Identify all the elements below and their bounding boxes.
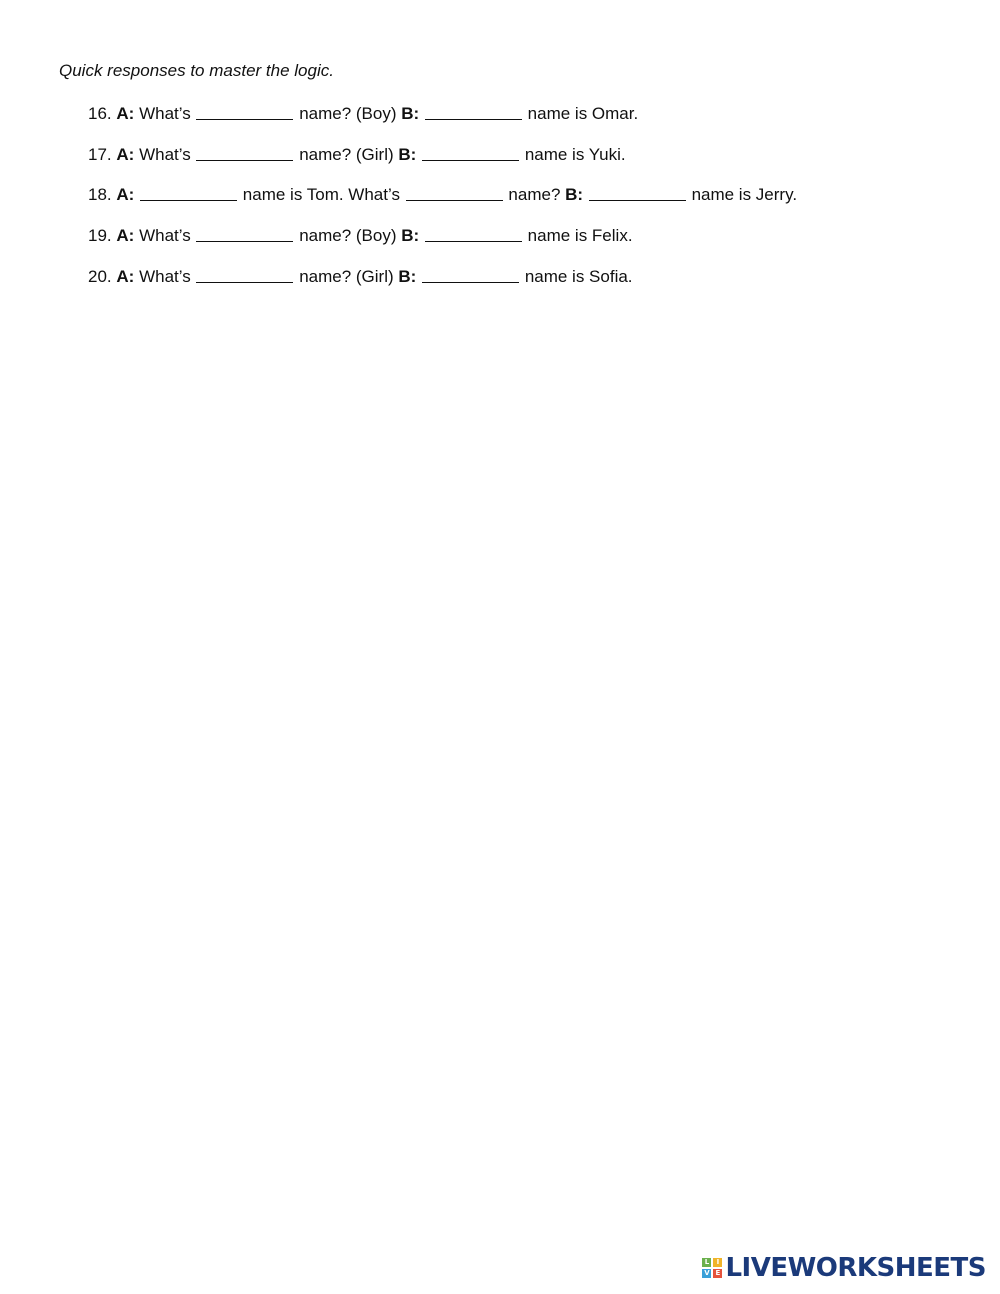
answer-blank[interactable] (196, 224, 293, 242)
speaker-a-label: A: (116, 226, 135, 246)
answer-blank[interactable] (422, 143, 519, 161)
liveworksheets-logo[interactable] (702, 1255, 986, 1281)
answer-blank[interactable] (140, 183, 237, 201)
speaker-a-text: What’s (139, 104, 191, 123)
answer-blank[interactable] (406, 183, 503, 201)
speaker-a-text: name is Tom. What’s (242, 185, 400, 205)
exercise-list (88, 101, 797, 304)
item-number: 17. (88, 144, 112, 164)
speaker-b-text: name is Jerry. (691, 185, 798, 205)
speaker-b-text: name is Felix. (527, 226, 633, 246)
exercise-item-17 (88, 142, 797, 164)
item-number: 16. (88, 104, 112, 123)
answer-blank[interactable] (196, 102, 293, 120)
instruction-text: Quick responses to master the logic. (59, 61, 334, 80)
speaker-a-text: name? (Girl) (299, 266, 394, 286)
speaker-b-label: B: (401, 226, 420, 246)
speaker-a-text: What’s (139, 226, 191, 246)
answer-blank[interactable] (422, 265, 519, 283)
speaker-b-text: name is Sofia. (524, 266, 633, 286)
answer-blank[interactable] (589, 183, 686, 201)
item-number: 19. (88, 226, 112, 246)
speaker-b-text: name is Yuki. (524, 144, 626, 164)
exercise-item-16 (88, 101, 797, 123)
speaker-a-label: A: (116, 185, 135, 205)
logo-mark-letter: L (702, 1258, 711, 1267)
logo-text: LIVEWORKSHEETS (725, 1253, 986, 1283)
speaker-a-label: A: (116, 266, 135, 286)
speaker-a-text: name? (Boy) (299, 226, 397, 246)
logo-mark-letter: V (704, 1269, 710, 1277)
speaker-a-text: name? (Boy) (299, 104, 397, 123)
item-number: 20. (88, 266, 112, 286)
exercise-item-19 (88, 223, 797, 245)
speaker-a-text: name? (508, 185, 561, 205)
answer-blank[interactable] (196, 265, 293, 283)
speaker-b-label: B: (565, 185, 584, 205)
speaker-a-label: A: (116, 104, 135, 123)
speaker-b-text: name is Omar. (527, 104, 639, 123)
speaker-a-label: A: (116, 144, 135, 164)
speaker-b-label: B: (398, 144, 417, 164)
answer-blank[interactable] (425, 224, 522, 242)
speaker-b-label: B: (401, 104, 420, 123)
logo-mark-letter: E (713, 1269, 722, 1278)
speaker-a-text: What’s (139, 266, 191, 286)
answer-blank[interactable] (425, 102, 522, 120)
speaker-a-text: What’s (139, 144, 191, 164)
speaker-b-label: B: (398, 266, 417, 286)
answer-blank[interactable] (196, 143, 293, 161)
liveworksheets-mark-icon (702, 1258, 722, 1278)
exercise-item-20 (88, 264, 797, 286)
exercise-item-18 (88, 182, 797, 204)
speaker-a-text: name? (Girl) (299, 144, 394, 164)
item-number: 18. (88, 185, 112, 205)
logo-mark-letter: I (713, 1258, 722, 1267)
